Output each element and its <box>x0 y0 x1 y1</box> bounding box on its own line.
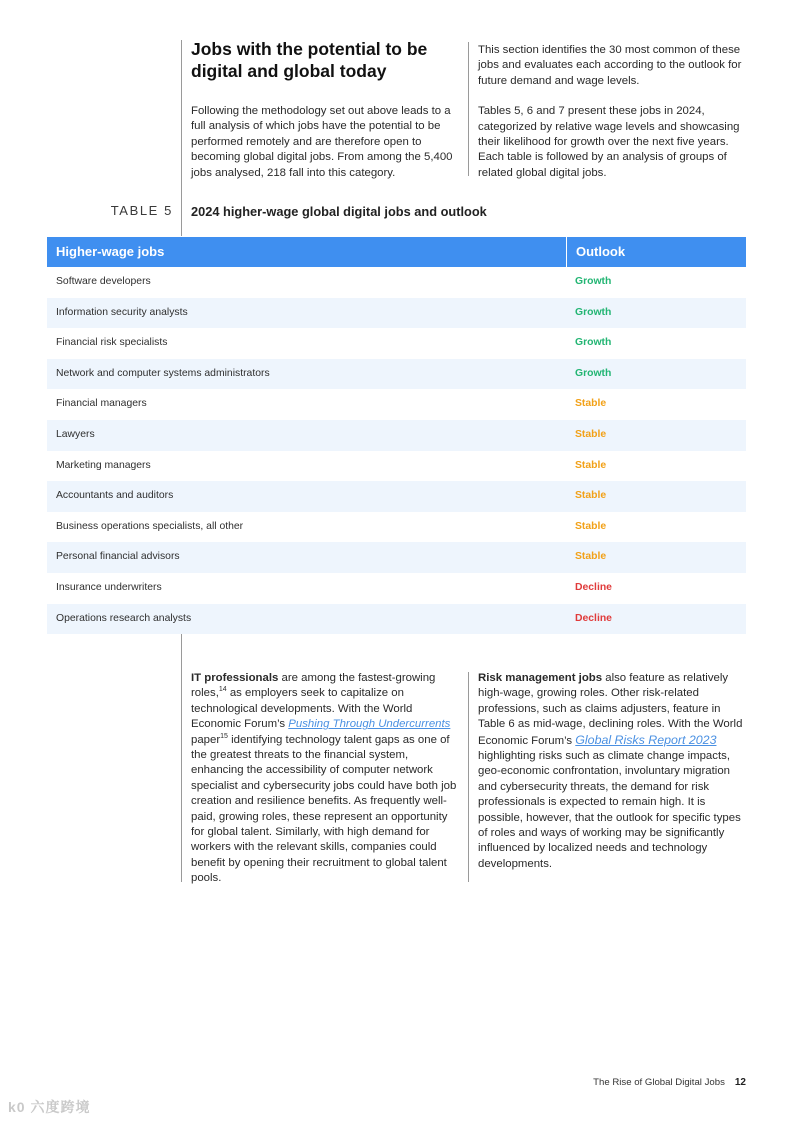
table-row <box>47 298 746 329</box>
intro-right-column <box>478 43 748 181</box>
job-name: Personal financial advisors <box>56 551 180 563</box>
outlook-status: Stable <box>575 459 607 471</box>
footnote-14: 14 <box>218 686 227 694</box>
table-row <box>47 604 746 635</box>
table-title: 2024 higher-wage global digital jobs and outlook <box>191 204 487 219</box>
table-row <box>47 481 746 512</box>
footer-title: The Rise of Global Digital Jobs <box>593 1077 725 1088</box>
job-name: Marketing managers <box>56 459 151 471</box>
risk-management-column <box>478 671 746 872</box>
intro-left-column <box>191 104 453 181</box>
table-caption <box>0 203 793 221</box>
header-outlook: Outlook <box>576 244 626 259</box>
table-row <box>47 573 746 604</box>
outlook-status: Growth <box>575 306 612 318</box>
divider-right-bottom <box>468 672 469 882</box>
section-heading: Jobs with the potential to be digital and global today <box>191 39 428 81</box>
job-name: Information security analysts <box>56 306 188 318</box>
intro-right-paragraph-1: This section identifies the 30 most common of these jobs and evaluates each according to the outlook for future demand and wage levels. <box>478 44 742 87</box>
job-name: Network and computer systems administrators <box>56 367 270 379</box>
table-row <box>47 512 746 543</box>
risk-lead: Risk management jobs <box>478 672 603 684</box>
it-professionals-paragraph <box>191 671 457 887</box>
outlook-status: Stable <box>575 490 607 502</box>
job-name: Accountants and auditors <box>56 490 174 502</box>
header-jobs: Higher-wage jobs <box>47 237 567 267</box>
risk-text-2: highlighting risks such as climate change impacts, geo-economic confrontation, involuntary migration and cybersecurity threats, the demand for risk professionals is expected to remain high. It is possible, however, that the outlook for specific types of roles and ways of working may be significantly influenced by localized needs and technology developments. <box>478 750 741 870</box>
it-text-1: are among the fastest-growing roles, <box>191 672 436 700</box>
table-row <box>47 542 746 573</box>
risk-text-1: also feature as relatively high-wage, growing roles. Other risk-related professions, such as claims adjusters, feature in Table 6 as mid-wage, declining roles. With the World Economic Forum’s <box>478 672 743 747</box>
outlook-status: Growth <box>575 276 612 287</box>
pushing-through-undercurrents-link[interactable]: Pushing Through Undercurrents <box>288 718 451 731</box>
watermark-logo: k0 六度跨境 <box>8 1099 91 1115</box>
job-name: Insurance underwriters <box>56 581 162 593</box>
outlook-status: Decline <box>575 581 612 593</box>
job-name: Software developers <box>56 276 151 287</box>
outlook-status: Growth <box>575 337 612 349</box>
it-text-2: as employers seek to capitalize on technological developments. With the World Economic Forum’s <box>191 687 413 731</box>
table-header <box>47 237 746 267</box>
outlook-status: Stable <box>575 551 607 563</box>
outlook-status: Decline <box>575 612 612 624</box>
intro-right-paragraph-2: Tables 5, 6 and 7 present these jobs in 2024, categorized by relative wage levels and showcasing their likelihood for growth over the next five years. Each table is followed by an analysis of groups of related global digital jobs. <box>478 105 740 179</box>
outlook-status: Growth <box>575 367 612 379</box>
global-risks-report-link[interactable]: Global Risks Report 2023 <box>575 732 717 747</box>
page-footer <box>593 1077 746 1088</box>
table-row <box>47 420 746 451</box>
job-name: Lawyers <box>56 428 95 440</box>
job-name: Financial managers <box>56 398 147 410</box>
divider-left-bottom <box>181 634 182 882</box>
outlook-status: Stable <box>575 398 607 410</box>
divider-right-top <box>468 42 469 176</box>
footnote-15: 15 <box>220 732 228 740</box>
job-name: Business operations specialists, all other <box>56 520 244 532</box>
table-row <box>47 328 746 359</box>
table-row <box>47 451 746 482</box>
it-text-4: identifying technology talent gaps as one of the greatest threats to the financial system, enhancing the accessibility of computer network specialist and cybersecurity jobs could have both job creation and resilience benefits. As frequently well-paid, growing roles, these represent an opportunity for global talent. Similarly, with high demand for workers with the relevant skills, companies could benefit by opening their recruitment to global talent pools. <box>191 733 457 885</box>
table-number: TABLE 5 <box>110 203 173 218</box>
it-text-3: paper <box>191 733 221 746</box>
jobs-table <box>47 237 746 634</box>
it-lead: IT professionals <box>191 672 279 684</box>
table-row <box>47 359 746 390</box>
outlook-status: Stable <box>575 428 607 440</box>
table-row <box>47 267 746 298</box>
risk-management-paragraph <box>478 671 746 872</box>
job-name: Operations research analysts <box>56 612 192 624</box>
outlook-status: Stable <box>575 520 607 532</box>
table-row <box>47 389 746 420</box>
it-professionals-column <box>191 671 457 887</box>
page-number: 12 <box>734 1077 746 1088</box>
job-name: Financial risk specialists <box>56 337 168 349</box>
intro-left-paragraph: Following the methodology set out above leads to a full analysis of which jobs have the potential to be performed remotely and are therefore open to becoming global digital jobs. From among the 5,400 jobs analysed, 218 fall into this category. <box>191 105 453 179</box>
